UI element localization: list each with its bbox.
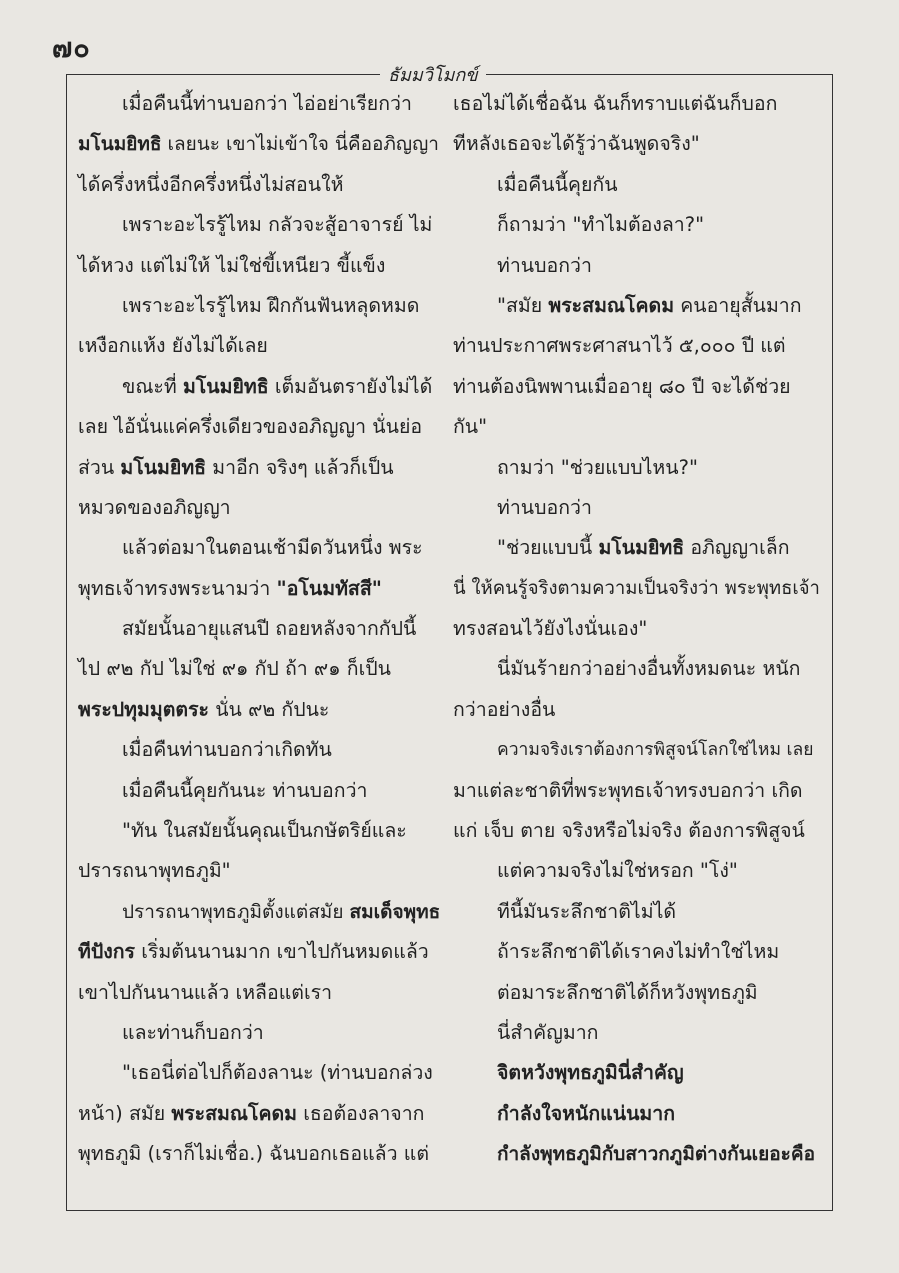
text-line: [78, 811, 446, 851]
text-line: [78, 851, 446, 891]
text-run: ทีนี้มันระลึกชาติไม่ได้: [497, 899, 677, 923]
text-line: [453, 690, 821, 730]
text-line: [78, 205, 446, 245]
bold-term: "อโนมทัสสี": [276, 576, 382, 600]
bold-term: กำลังพุทธภูมิกับสาวกภูมิต่างกันเยอะคือ: [497, 1143, 815, 1166]
text-line: [78, 407, 446, 447]
text-run: ความจริงเราต้องการพิสูจน์โลกใช่ไหม เลย: [497, 740, 814, 761]
text-run: มาแต่ละชาติที่พระพุทธเจ้าทรงบอกว่า เกิด: [453, 778, 803, 802]
text-line: [453, 649, 821, 689]
text-run: พุทธภูมิ (เราก็ไม่เชื่อ.) ฉันบอกเธอแล้ว แต่: [78, 1142, 429, 1166]
text-line: [453, 367, 821, 407]
text-run: ถ้าระลึกชาติได้เราคงไม่ทำใช่ไหม: [497, 940, 780, 964]
text-line: [78, 730, 446, 770]
text-line: [78, 286, 446, 326]
text-run: ต่อมาระลึกชาติได้ก็หวังพุทธภูมิ: [497, 980, 758, 1004]
text-run: เธอต้องลาจาก: [297, 1101, 425, 1125]
text-run: เลยนะ เขาไม่เข้าใจ นี่คืออภิญญา: [161, 133, 439, 156]
text-line: [453, 730, 821, 770]
text-line: [78, 84, 446, 124]
text-run: คนอายุสั้นมาก: [674, 293, 802, 317]
text-line: [78, 892, 446, 932]
text-run: เขาไปกันนานแล้ว เหลือแต่เรา: [78, 980, 333, 1004]
text-line: [78, 1094, 446, 1134]
text-line: [78, 1013, 446, 1053]
text-line: [78, 124, 446, 164]
text-line: [453, 892, 821, 932]
bold-term: ทีปังกร: [78, 940, 136, 964]
bold-term: มโนมยิทธิ: [78, 133, 162, 156]
text-line: [78, 367, 446, 407]
text-run: มาอีก จริงๆ แล้วก็เป็น: [206, 455, 394, 479]
text-line: [453, 811, 821, 851]
text-run: เลย ไอ้นั่นแค่ครึ่งเดียวของอภิญญา นั่นย่อ: [78, 415, 423, 439]
bold-term: มโนมยิทธิ: [182, 374, 269, 398]
text-run: เหงือกแห้ง ยังไม่ได้เลย: [78, 334, 268, 358]
text-run: ขณะที่: [122, 374, 183, 398]
text-run: ท่านต้องนิพพานเมื่ออายุ ๘๐ ปี จะได้ช่วย: [453, 374, 791, 398]
text-run: พุทธเจ้าทรงพระนามว่า: [78, 576, 277, 600]
text-run: ท่านประกาศพระศาสนาไว้ ๕,๐๐๐ ปี แต่: [453, 334, 786, 358]
right-text-column: [453, 84, 821, 1175]
text-line: [453, 165, 821, 205]
text-run: เมื่อคืนท่านบอกว่าเกิดทัน: [122, 738, 332, 762]
text-run: "สมัย: [497, 293, 549, 317]
text-line: [78, 1053, 446, 1093]
bold-term: มโนมยิทธิ: [598, 536, 685, 560]
text-run: ท่านบอกว่า: [497, 253, 592, 277]
text-line: [453, 286, 821, 326]
bold-term: พระสมณโคดม: [171, 1101, 298, 1125]
text-line: [453, 609, 821, 649]
text-line: [78, 528, 446, 568]
text-line: [453, 973, 821, 1013]
text-line: [453, 771, 821, 811]
text-line: [453, 569, 821, 609]
page-number: ๗๐: [52, 33, 91, 64]
bold-term: สมเด็จพุทธ: [349, 900, 441, 923]
text-run: เพราะอะไรรู้ไหม กลัวจะสู้อาจารย์ ไม่: [122, 213, 433, 237]
text-run: เมื่อคืนนี้คุยกัน: [497, 172, 618, 196]
text-run: กว่าอย่างอื่น: [453, 697, 556, 721]
text-line: [78, 326, 446, 366]
text-line: [453, 1134, 821, 1174]
text-line: [78, 165, 446, 205]
text-run: ได้ครึ่งหนึ่งอีกครึ่งหนึ่งไม่สอนให้: [78, 172, 344, 196]
bold-term: พระสมณโคดม: [548, 293, 675, 317]
text-line: [453, 1013, 821, 1053]
text-line: [453, 84, 821, 124]
text-run: เมื่อคืนนี้ท่านบอกว่า ไอ่อย่าเรียกว่า: [122, 92, 412, 115]
text-run: เต็มอันตรายังไม่ได้: [268, 374, 433, 398]
text-run: แล้วต่อมาในตอนเช้ามีดวันหนึ่ง พระ: [122, 536, 423, 560]
text-line: [453, 407, 821, 447]
text-line: [453, 1053, 821, 1093]
text-run: เธอไม่ได้เชื่อฉัน ฉันก็ทราบแต่ฉันก็บอก: [453, 92, 778, 115]
text-run: ทรงสอนไว้ยังไงนั่นเอง": [453, 617, 648, 641]
text-line: [453, 528, 821, 568]
bold-term: พระปทุมมุตตระ: [78, 697, 210, 721]
text-line: [453, 932, 821, 972]
text-run: นี่มันร้ายกว่าอย่างอื่นทั้งหมดนะ หนัก: [497, 657, 801, 681]
text-line: [453, 448, 821, 488]
text-line: [78, 569, 446, 609]
text-run: แต่ความจริงไม่ใช่หรอก "โง่": [497, 859, 738, 883]
text-run: อภิญญาเล็ก: [684, 536, 790, 560]
text-line: [78, 1134, 446, 1174]
text-run: นี่ ให้คนรู้จริงตามความเป็นจริงว่า พระพุทธเจ้า: [453, 577, 820, 599]
text-line: [78, 932, 446, 972]
text-run: สมัยนั้นอายุแสนปี ถอยหลังจากกัปนี้: [122, 617, 417, 641]
text-run: แก่ เจ็บ ตาย จริงหรือไม่จริง ต้องการพิสูจน์: [453, 819, 805, 843]
text-run: เมื่อคืนนี้คุยกันนะ ท่านบอกว่า: [122, 778, 368, 802]
text-line: [78, 246, 446, 286]
text-line: [453, 246, 821, 286]
text-line: [78, 973, 446, 1013]
text-run: นี่สำคัญมาก: [497, 1020, 599, 1044]
text-run: นั่น ๙๒ กัปนะ: [209, 697, 330, 721]
bold-term: กำลังใจหนักแน่นมาก: [497, 1101, 676, 1125]
text-run: หมวดของอภิญญา: [78, 495, 231, 519]
text-line: [78, 649, 446, 689]
left-text-column: [78, 84, 446, 1175]
text-run: ไป ๙๒ กัป ไม่ใช่ ๙๑ กัป ถ้า ๙๑ ก็เป็น: [78, 657, 391, 681]
running-title: ธัมมวิโมกข์: [380, 60, 486, 89]
bold-term: จิตหวังพุทธภูมินี่สำคัญ: [497, 1061, 684, 1085]
text-run: ปรารถนาพุทธภูมิ": [78, 859, 231, 883]
text-run: ส่วน: [78, 455, 121, 479]
text-line: [453, 326, 821, 366]
text-run: กัน": [453, 415, 488, 439]
text-run: เริ่มต้นนานมาก เขาไปกันหมดแล้ว: [135, 940, 429, 964]
text-run: ถามว่า "ช่วยแบบไหน?": [497, 455, 698, 479]
text-run: ก็ถามว่า "ทำไมต้องลา?": [497, 213, 705, 237]
text-line: [78, 488, 446, 528]
bold-term: มโนมยิทธิ: [120, 455, 207, 479]
text-run: ทีหลังเธอจะได้รู้ว่าฉันพูดจริง": [453, 132, 700, 156]
text-line: [453, 1094, 821, 1134]
text-line: [78, 690, 446, 730]
text-run: "ช่วยแบบนี้: [497, 536, 599, 560]
text-line: [453, 488, 821, 528]
text-run: ปรารถนาพุทธภูมิตั้งแต่สมัย: [122, 900, 350, 923]
text-line: [78, 771, 446, 811]
text-run: "เธอนี่ต่อไปก็ต้องลานะ (ท่านบอกล่วง: [122, 1061, 433, 1085]
text-run: เพราะอะไรรู้ไหม ฝึกกันฟันหลุดหมด: [122, 293, 420, 317]
text-run: ได้หวง แต่ไม่ให้ ไม่ใช่ขี้เหนียว ขี้แข็ง: [78, 253, 386, 277]
text-line: [453, 124, 821, 164]
text-run: และท่านก็บอกว่า: [122, 1020, 264, 1044]
text-line: [78, 609, 446, 649]
text-run: ท่านบอกว่า: [497, 495, 592, 519]
text-run: "ทัน ในสมัยนั้นคุณเป็นกษัตริย์และ: [122, 819, 407, 843]
text-line: [453, 205, 821, 245]
text-run: หน้า) สมัย: [78, 1101, 172, 1125]
text-line: [78, 448, 446, 488]
text-line: [453, 851, 821, 891]
